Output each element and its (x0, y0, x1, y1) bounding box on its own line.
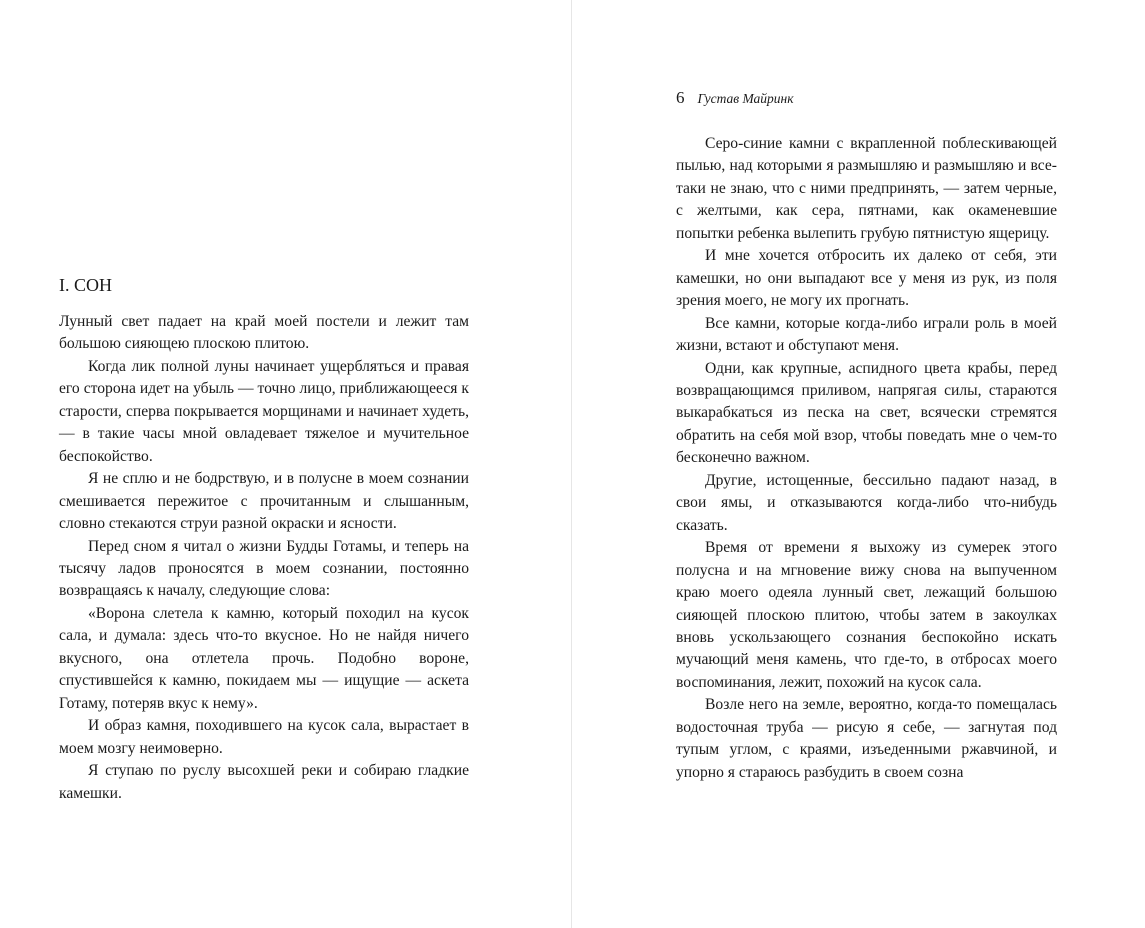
running-head-author: Густав Майринк (697, 91, 794, 106)
paragraph: Лунный свет падает на край моей постели и лежит там большою сияющею плоскою плитою. (59, 313, 469, 353)
running-head (676, 88, 794, 108)
paragraph: Перед сном я читал о жизни Будды Готамы, и теперь на тысячу ладов проносятся в моем сознании, постоянно возвращаясь к началу, следующие слова: (59, 537, 469, 600)
paragraph: Возле него на земле, вероятно, когда-то помещалась водосточная труба — рисую я себе, — загнутая под тупым углом, с краями, изъеденными ржавчиной, и упорно я стараюсь разбудить в своем созна (676, 696, 1057, 781)
left-page (0, 0, 571, 928)
paragraph: Когда лик полной луны начинает ущербляться и правая его сторона идет на убыль — точно лицо, приближающееся к старости, сперва покрывается морщинами и начинает худеть, — в такие часы мной овладевает тяжелое и мучительное беспокойство. (59, 357, 469, 465)
paragraph: Одни, как крупные, аспидного цвета крабы, перед возвращающимся приливом, напрягая силы, стараются выкарабкаться из песка на свет, всячески стремятся обратить на себя мой взор, чтобы поведать мне о чем-то бесконечно важном. (676, 359, 1057, 467)
paragraph: Время от времени я выхожу из сумерек этого полусна и на мгновение вижу снова на выпученном краю моего одеяла лунный свет, лежащий большою сияющей плоскою плитою, чтобы затем в закоулках вновь ускользающего сознания беспокойно искать мучающий меня камень, что где-то, в отбросах моего воспоминания, лежит, похожий на кусок сала. (676, 539, 1057, 691)
paragraph: Другие, истощенные, бессильно падают назад, в свои ямы, и отказываются когда-либо что-нибудь сказать. (676, 471, 1057, 534)
paragraph: И мне хочется отбросить их далеко от себя, эти камешки, но они выпадают все у меня из рук, из поля зрения моего, не могу их прогнать. (676, 247, 1057, 310)
paragraph: Я не сплю и не бодрствую, и в полусне в моем сознании смешивается пережитое с прочитанным и слышанным, словно стекаются струи разной окраски и ясности. (59, 470, 469, 533)
paragraph: «Ворона слетела к камню, который походил на кусок сала, и думала: здесь что-то вкусное. Но не найдя ничего вкусного, она отлетела прочь. Подобно вороне, спустившейся к камню, покидаем мы — ищущие — аскета Готаму, потеряв вкус к нему». (59, 604, 469, 712)
chapter-title: I. СОН (59, 275, 112, 295)
paragraph: И образ камня, походившего на кусок сала, вырастает в моем мозгу неимоверно. (59, 717, 469, 757)
paragraph: Все камни, которые когда-либо играли роль в моей жизни, встают и обступают меня. (676, 314, 1057, 355)
left-page-text (59, 311, 469, 805)
right-page (572, 0, 1145, 928)
page-number: 6 (676, 88, 685, 107)
paragraph: Серо-синие камни с вкрапленной поблескивающей пылью, над которыми я размышляю и размышляю и все-таки не знаю, что с ними предпринять, — затем черные, с желтыми, как сера, пятнами, как окаменевшие попытки ребенка вылепить грубую пятнистую ящерицу. (676, 135, 1057, 242)
paragraph: Я ступаю по руслу высохшей реки и собираю гладкие камешки. (59, 762, 469, 802)
right-page-text (676, 133, 1057, 784)
